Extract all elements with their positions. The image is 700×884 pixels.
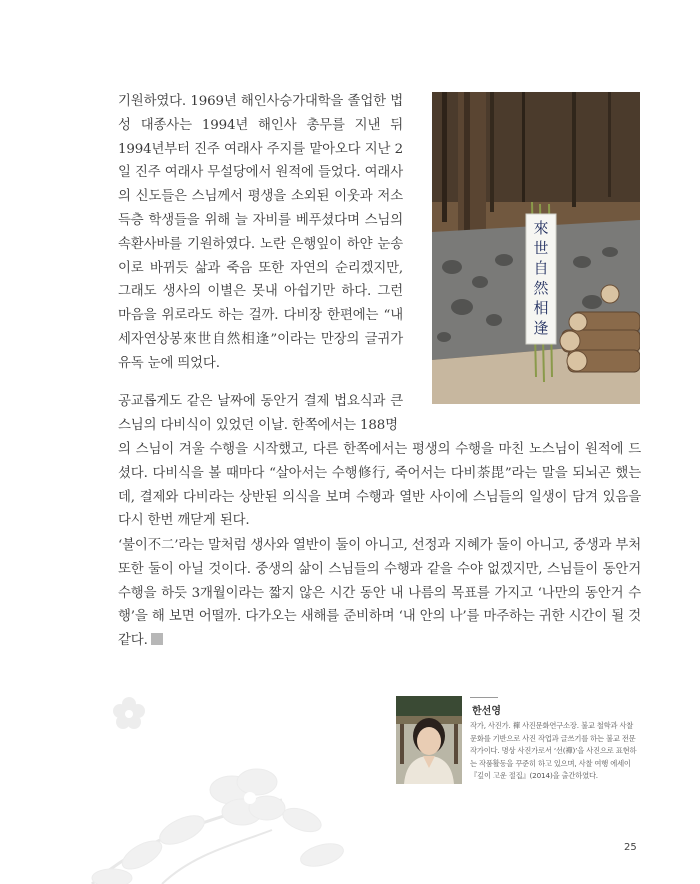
flower-ornament-icon xyxy=(112,696,146,730)
svg-text:來: 來 xyxy=(533,219,549,237)
author-bio: 작가, 사진가. 禪 사진문화연구소장. 불교 철학과 사찰 문화를 기반으로 사진 작업과 글쓰기를 하는 불교 전문작가이다. 명상 사진가로서 ‘선(禪)’을 사진으로 표현하는 작품활동을 꾸준히 하고 있으며, 사찰 여행 에세이 『깊이 고운 절집』(2014)을 출간하였다. xyxy=(470,721,637,781)
svg-text:相: 相 xyxy=(533,299,549,317)
end-mark-icon xyxy=(151,633,163,645)
cremation-site-photo xyxy=(432,92,640,404)
svg-text:自: 自 xyxy=(533,259,549,277)
svg-text:逢: 逢 xyxy=(533,319,549,337)
svg-text:然: 然 xyxy=(533,279,549,297)
body-paragraph-3 xyxy=(118,534,641,653)
body-paragraph-3-text: ‘불이不二’라는 말처럼 생사와 열반이 둘이 아니고, 선정과 지혜가 둘이 아니고, 중생과 부처 또한 둘이 아닐 것이다. 중생의 삶이 스님들의 수행과 같을 수야 없겠지만, 스님들이 동안거 수행을 하듯 3개월이라는 짧지 않은 시간 동안 내 나름의 목표를 가지고 ‘나만의 동안거 수행’을 해 보면 어떨까. 다가오는 새해를 준비하며 ‘내 안의 나’를 마주하는 귀한 시간이 될 것 같다. xyxy=(118,538,641,649)
body-paragraph-2-continued: 의 스님이 겨울 수행을 시작했고, 다른 한쪽에서는 평생의 수행을 마친 노스님이 원적에 드셨다. 다비식을 볼 때마다 “살아서는 수행修行, 죽어서는 다비荼毘”라는 말을 되뇌곤 했는데, 결제와 다비라는 상반된 의식을 보며 수행과 열반 사이에 스님들의 일생이 담겨 있음을 다시 한번 깨닫게 된다. xyxy=(118,442,641,529)
body-paragraph-1: 기원하였다. 1969년 해인사승가대학을 졸업한 법성 대종사는 1994년 해인사 총무를 지낸 뒤 1994년부터 진주 여래사 주지를 맡아오다 지난 2일 진주 여래사 무설당에서 원적에 들었다. 여래사의 신도들은 스님께서 평생을 소외된 이웃과 저소득층 학생들을 위해 늘 자비를 베푸셨다며 스님의 속환사바를 기원하였다. 노란 은행잎이 하얀 눈송이로 바뀌듯 삶과 죽음 또한 자연의 순리겠지만, 그래도 생사의 이별은 못내 아쉽기만 하다. 그런 마음을 위로라도 하는 걸까. 다비장 한편에는 “내세자연상봉來世自然相逢”이라는 만장의 글귀가 유독 눈에 띄었다. xyxy=(118,94,403,371)
author-name: 한선영 xyxy=(472,706,501,717)
author-divider xyxy=(470,697,498,698)
page-number: 25 xyxy=(624,842,637,853)
author-portrait xyxy=(396,696,462,784)
floral-ornament-icon xyxy=(82,760,352,884)
body-paragraph-2-start: 공교롭게도 같은 날짜에 동안거 결제 법요식과 큰스님의 다비식이 있었던 이날. 한쪽에서는 188명 xyxy=(118,394,403,433)
svg-text:世: 世 xyxy=(533,239,549,257)
